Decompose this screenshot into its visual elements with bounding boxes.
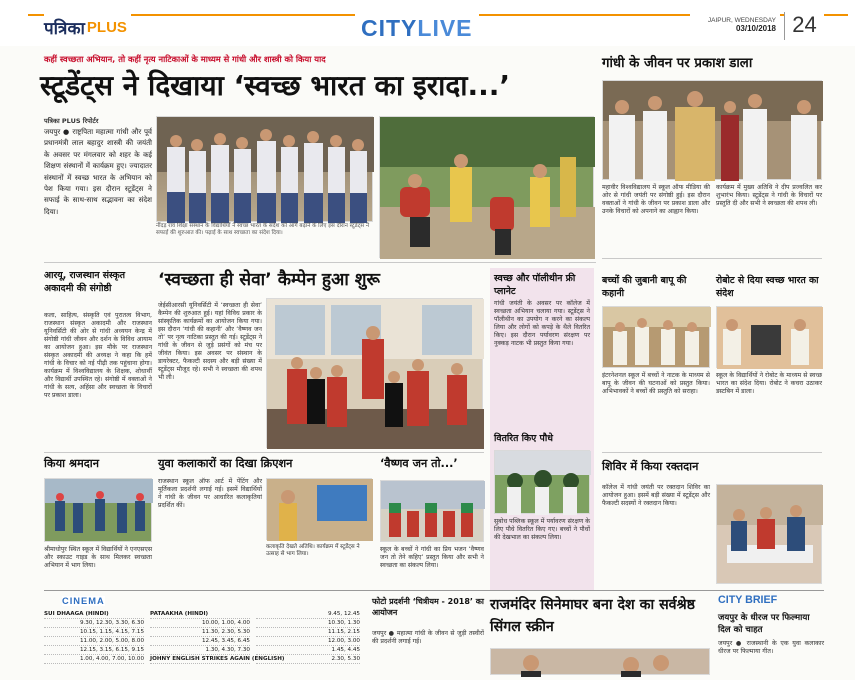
vaishnav-illustration [381,481,485,543]
cinema-label [62,594,105,608]
bapu-illustration [603,307,711,369]
cinema-label-text: CINEMA [62,596,105,606]
robot-illustration [717,307,823,369]
cinema-showtimes: 12.45, 3.45, 6.45 [201,638,250,644]
cinema-col2 [150,610,285,674]
cinema-row [150,637,250,646]
cinema-showtimes: 11.00, 2.00, 5.00, 8.00 [79,638,144,644]
live-word: LIVE [417,14,473,41]
seva-stage-illustration [267,299,484,449]
bapu-body: इंटरनेशनल स्कूल में बच्चों ने नाटक के माध्यम से बापू के जीवन की घटनाओं को प्रस्तुत किया। अभिभावकों ने बच्चों की प्रस्तुति को सराहा। [602,372,710,395]
brief-body: जयपुर ● राजस्थानी के एक युवा कलाकार धीरज पर फिल्माया गीत। [718,640,824,655]
lead-kicker: कहीं स्वच्छता अभियान, तो कहीं नृत्य नाटिकाओं के माध्यम से गांधी और शास्त्री को किया याद [44,54,326,64]
masthead [0,0,855,46]
rajmandir-headline: राजमंदिर सिनेमाघर बना देश का सर्वश्रेष्ठ सिंगल स्क्रीन [490,597,695,635]
cinema-showtimes: 11.15, 2.15 [327,629,360,635]
cinema-row [256,619,360,628]
cinema-row [44,610,144,619]
date: 03/10/2018 [735,24,776,33]
kalakar-photo [266,478,372,540]
gandhi-body-right: कार्यक्रम में मुख्य अतिथि ने दीप प्रज्वलित कर शुभारंभ किया। स्टूडेंट्स ने गांधी के विचारों पर प्रस्तुति दी और सभी ने स्वच्छता की शपथ ली। [716,184,822,207]
blood-body: कॉलेज में गांधी जयंती पर रक्तदान शिविर का आयोजन हुआ। इसमें बड़ी संख्या में स्टूडेंट्स और फैकल्टी सदस्यों ने रक्तदान किया। [602,484,710,507]
cinema-row [256,655,360,664]
ru-body: कला, साहित्य, संस्कृति एवं पुरातत्व विभाग, राजस्थान संस्कृत अकादमी और राजस्थान यूनिवर्सिटी की ओर से गांधी अध्ययन केन्द्र में संगोष्ठी गांधी जीवन और दर्शन के विविध आयाम का आयोजन हुआ। इस मौके पर राजस्थान संस्कृत अकादमी की अध्यक्ष ने कहा कि हमें गांधी के विचार को नई पीढ़ी तक पहुंचाना होगा। कार्यक्रम में विश्वविद्यालय के शिक्षक, शोधार्थी और विद्यार्थी उपस्थित रहे। संगोष्ठी में वक्ताओं ने गांधी के सत्य, अहिंसा और स्वच्छता के विचारों पर प्रकाश डाला। [44,312,152,399]
lead-photo-cleaning [379,116,594,258]
cinema-row [256,637,360,646]
divider-lead-bottom [44,262,596,263]
cinema-showtimes: 12.15, 3.15, 6.15, 9.15 [79,647,144,653]
shramdan-body: श्रीमाधोपुर स्थित स्कूल में विद्यार्थियों ने एनएसएस और स्काउट गाइड के साथ मिलकर स्वच्छता अभियान में भाग लिया। [44,546,152,569]
section-logo-hindi: पत्रिका [44,18,85,39]
plants-illustration [495,451,591,515]
kalakar-illustration [267,479,373,541]
dateline-box [690,14,780,40]
section-logo-plus: PLUS [86,18,127,36]
bapu-headline: बच्चों की जुबानी बापू की कहानी [602,275,687,299]
cinema-showtimes: 9.30, 12.30, 3.30, 6.30 [79,620,144,626]
cinema-showtimes: 1.00, 4.00, 7.00, 10.00 [79,656,144,662]
cinema-showtimes: 9.45, 12.45 [327,611,360,617]
kalakar-caption: कलाकृति देखते अतिथि। कार्यक्रम में स्टूडेंट्स ने उत्साह से भाग लिया। [266,544,360,557]
cinema-row [44,628,144,637]
students-illustration [157,117,374,223]
cleaning-illustration [380,117,595,259]
divider-right-1 [602,258,822,259]
robot-body: स्कूल के विद्यार्थियों ने रोबोट के माध्यम से स्वच्छ भारत का संदेश दिया। रोबोट ने कचरा उठाकर डस्टबिन में डाला। [716,372,822,395]
shramdan-illustration [45,479,153,543]
gandhi-body-left: महावीर विश्वविद्यालय में स्कूल ऑफ मीडिया की ओर से गांधी जयंती पर संगोष्ठी हुई। इस दौरान वक्ताओं ने गांधी के जीवन पर प्रकाश डाला और उनके विचारों को अपनाने का आह्वान किया। [602,184,710,215]
cinema-row [44,637,144,646]
cinema-row [150,619,250,628]
cinema-showtimes: 2.30, 5.30 [331,656,360,662]
cinema-showtimes: 11.30, 2.30, 5.30 [201,629,250,635]
plastic-plants-headline: वितरित किए पौधे [494,433,553,444]
robot-headline: रोबोट से दिया स्वच्छ भारत का संदेश [716,275,819,299]
vaishnav-headline: ‘वैष्णव जन तो...’ [380,457,458,470]
blood-headline: शिविर में किया रक्तदान [602,460,699,473]
plastic-plants-photo [494,450,590,514]
chitram-headline: फोटो प्रदर्शनी ‘चित्रीयम - 2018’ का आयोजन [372,597,484,618]
bapu-photo [602,306,710,368]
cinema-showtimes: 1.45, 4.45 [331,647,360,653]
cinema-row [44,646,144,655]
cinema-showtimes: 10.00, 1.00, 4.00 [201,620,250,626]
kalakar-headline: युवा कलाकारों का दिखा क्रिएशन [158,457,293,470]
cinema-row [150,610,250,619]
cinema-col1 [44,610,144,674]
lead-intro: जयपुर ● राष्ट्रपिता महात्मा गांधी और पूर्व प्रधानमंत्री लाल बहादुर शास्त्री की जयंती के अवसर पर मंगलवार को शहर के कई शिक्षण संस्थानों में कार्यक्रम हुए। ज्यादातर संस्थानों में स्वच्छ भारत के अभियान को पेश किया गया। इस दौरान स्टूडेंट्स ने सफाई के साथ-साथ सद्भावना का संदेश दिया। [44,127,152,216]
brief-headline: जयपुर के धीरज पर फिल्माया दिल को चाहत [718,613,810,635]
cinema-row [44,655,144,664]
robot-photo [716,306,822,368]
brief-label: CITY BRIEF [718,594,778,606]
shramdan-headline: किया श्रमदान [44,457,99,470]
divider-mid [44,452,484,453]
plastic-plants-body: सुबोध पब्लिक स्कूल में पर्यावरण संरक्षण के लिए पौधे वितरित किए गए। बच्चों ने पौधों की देखभाल का संकल्प लिया। [494,518,590,541]
city-word: CITY [361,14,418,41]
blood-illustration [717,485,823,585]
divider-bottom [44,590,824,591]
chitram-body: जयपुर ● महात्मा गांधी के जीवन से जुड़ी तस्वीरों की प्रदर्शनी लगाई गई। [372,630,484,645]
blood-photo [716,484,822,584]
kalakar-body: राजस्थान स्कूल ऑफ आर्ट में पेंटिंग और मूर्तिकला प्रदर्शनी लगाई गई। इसमें विद्यार्थियों ने गांधी के जीवन पर आधारित कलाकृतियां प्रदर्शित कीं। [158,478,262,509]
ru-headline: आरयू, राजस्थान संस्कृत अकादमी की संगोष्ठी [44,270,126,294]
seva-photo [266,298,483,448]
cinema-row [256,610,360,619]
cinema-row [150,628,250,637]
gandhi-event-illustration [603,81,823,181]
cinema-showtimes: 1.30, 4.30, 7.30 [205,647,250,653]
page-number: 24 [784,12,824,40]
cinema-row [44,619,144,628]
cinema-showtimes: 10.15, 1.15, 4.15, 7.15 [79,629,144,635]
gandhi-headline: गांधी के जीवन पर प्रकाश डाला [602,56,753,71]
rajmandir-illustration [491,649,711,676]
gandhi-photo [602,80,822,180]
lead-photo-students [156,116,373,222]
cinema-row [256,628,360,637]
lead-photo-students-caption: नींदड़ राव शिक्षा संस्थान के विद्यार्थियों ने स्वच्छ भारत के संदेश को आगे बढ़ाने के लिए इस दौरान स्टूडेंट्स ने सफाई की शुरुआत की। पढ़ाई के साथ स्वच्छता का संदेश दिया। [156,223,370,236]
cinema-movie-title: SUI DHAAGA (HINDI) [44,611,109,617]
cinema-showtimes: 12.00, 3.00 [327,638,360,644]
dateline: JAIPUR, WEDNESDAY [707,17,776,24]
plastic-headline: स्वच्छ और पॉलीथीन फ्री प्लानेट [494,273,576,297]
shramdan-photo [44,478,152,542]
cinema-movie-title: JOHNY ENGLISH STRIKES AGAIN (ENGLISH) [150,656,285,662]
plastic-body: गांधी जयंती के अवसर पर कॉलेज में स्वच्छता अभियान चलाया गया। स्टूडेंट्स ने पॉलीथीन का उपयोग न करने का संकल्प लिया और लोगों को कपड़े के थैले वितरित किए। इस दौरान पर्यावरण संरक्षण पर नुक्कड़ नाटक भी प्रस्तुत किया गया। [494,300,590,347]
cinema-showtimes: 10.30, 1.30 [327,620,360,626]
lead-byline: पत्रिका PLUS रिपोर्टर [44,117,99,125]
cinema-col3 [256,610,360,674]
vaishnav-body: स्कूल के बच्चों ने गांधी का प्रिय भजन ‘वैष्णव जन तो तेने कहिए’ प्रस्तुत किया और सभी ने स्वच्छता का संकल्प लिया। [380,546,484,569]
seva-headline: ‘स्वच्छता ही सेवा’ कैम्पेन हुआ शुरू [158,270,380,290]
cinema-movie-title: PATAAKHA (HINDI) [150,611,209,617]
cinema-row [150,646,250,655]
cinema-row [150,655,285,664]
citylive-logo [355,14,479,42]
divider-right-2 [602,452,822,453]
seva-body: जेईसीआरसी यूनिवर्सिटी में ‘स्वच्छता ही सेवा’ कैम्पेन की शुरुआत हुई। यहां विविध प्रकार के सांस्कृतिक कार्यक्रमों का आयोजन किया गया। इस दौरान ‘गांधी की कहानी’ और ‘वैष्णव जन तो’ पर नृत्य नाटिका प्रस्तुत की गई। स्टूडेंट्स ने गांधी के जीवन से जुड़े प्रसंगों को मंच पर जीवंत किया। इस अवसर पर संस्थान के डायरेक्टर, फैकल्टी सदस्य और बड़ी संख्या में स्टूडेंट्स मौजूद रहे। सभी ने स्वच्छता की शपथ भी ली। [158,302,262,381]
lead-headline: स्टूडेंट्स ने दिखाया ‘स्वच्छ भारत का इरादा...’ [40,69,511,102]
section-logo [44,14,131,40]
vaishnav-photo [380,480,484,542]
cinema-row [256,646,360,655]
rajmandir-photo [490,648,710,675]
